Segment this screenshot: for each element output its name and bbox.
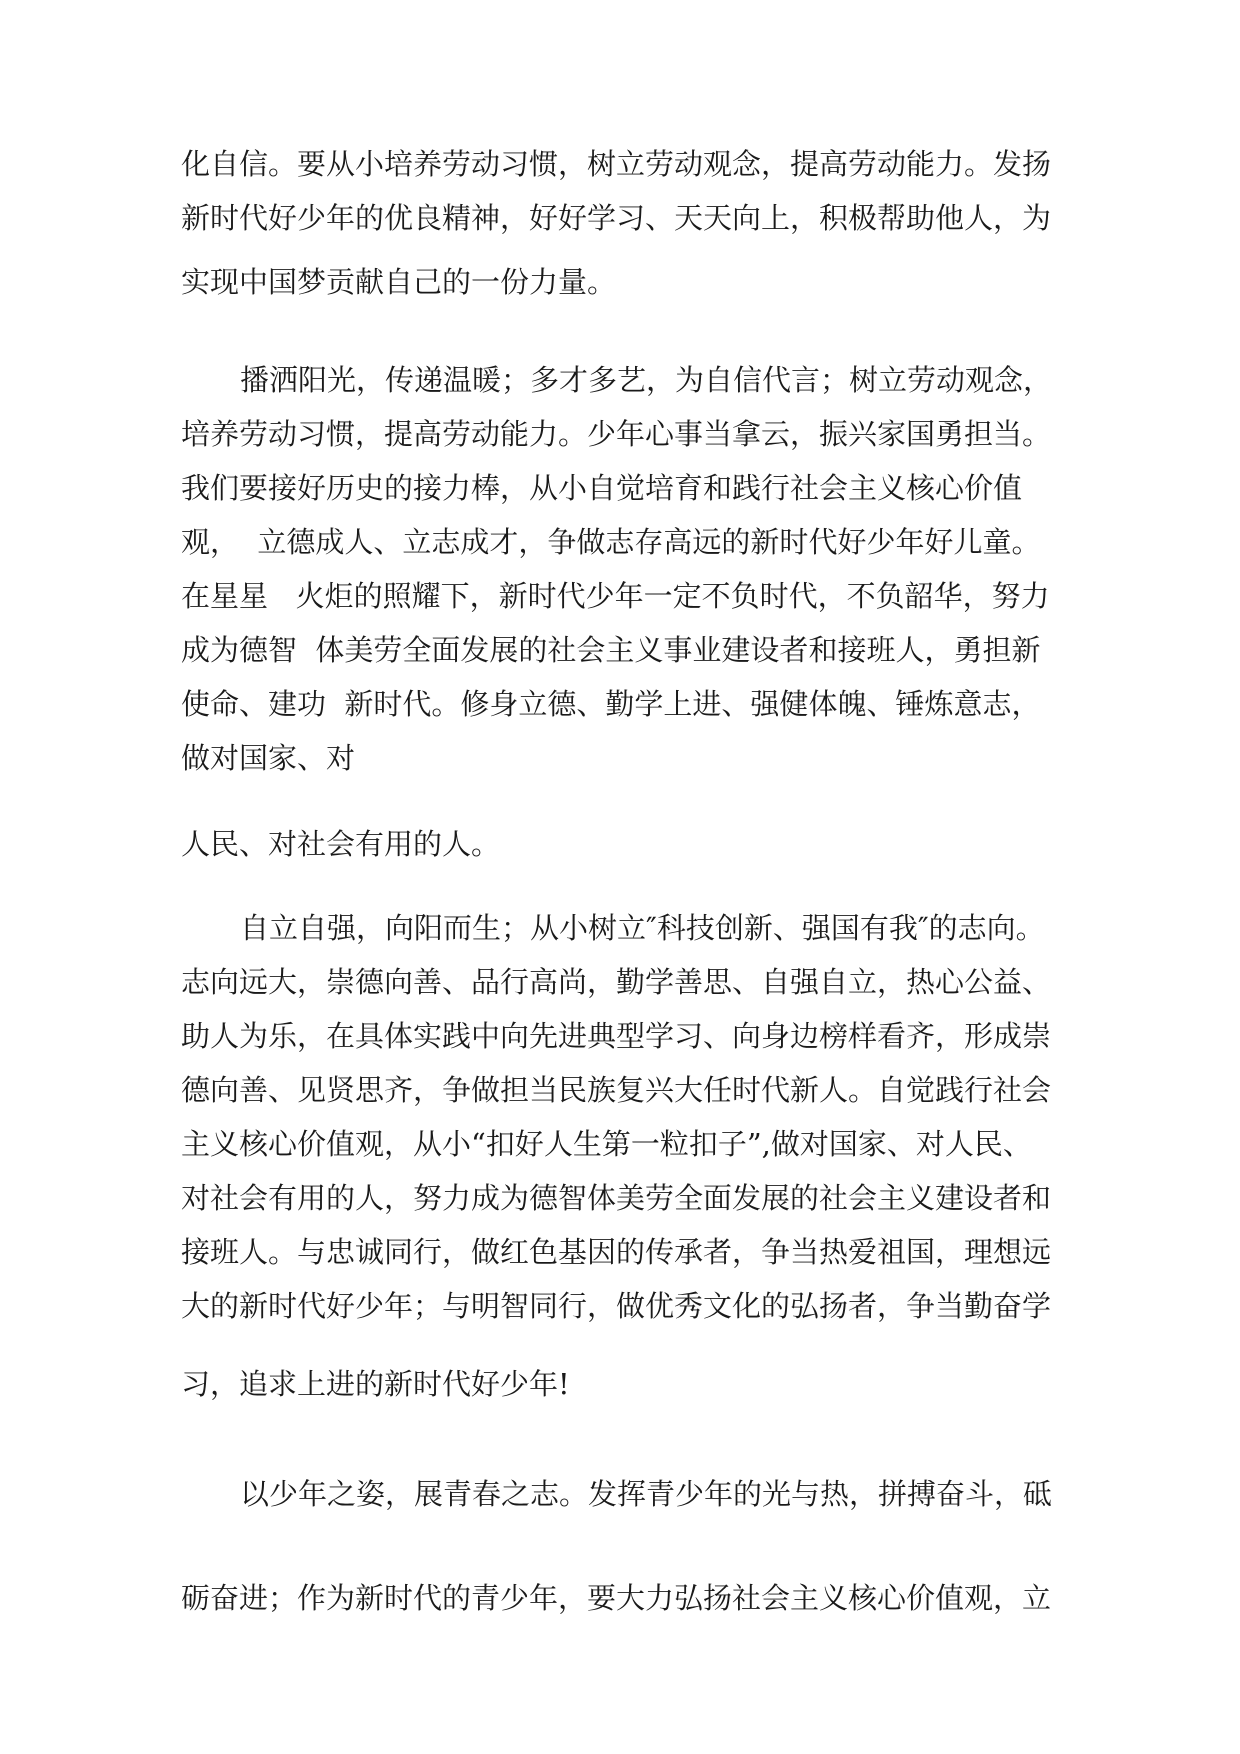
text-line: 自立自强，向阳而生；从小树立″科技创新、强国有我″的志向。 [240,911,1045,945]
text-line: 新时代好少年的优良精神，好好学习、天天向上，积极帮助他人，为 [181,201,1052,235]
text-line: 大的新时代好少年；与明智同行，做优秀文化的弘扬者，争当勤奋学 [181,1289,1052,1323]
text-line: 成为德智 体美劳全面发展的社会主义事业建设者和接班人，勇担新 [181,633,1041,667]
text-line: 接班人。与忠诚同行，做红色基因的传承者，争当热爱祖国，理想远 [181,1235,1052,1269]
text-line: 以少年之姿，展青春之志。发挥青少年的光与热，拼搏奋斗，砥 [240,1477,1053,1511]
text-line: 做对国家、对 [181,741,356,775]
text-line: 主义核心价值观，从小“扣好人生第一粒扣子”,做对国家、对人民、 [181,1127,1032,1161]
text-line: 我们要接好历史的接力棒，从小自觉培育和践行社会主义核心价值 [181,471,1023,505]
text-line: 人民、对社会有用的人。 [181,827,501,861]
text-line: 志向远大，崇德向善、品行高尚，勤学善思、自强自立，热心公益、 [181,965,1052,999]
text-line: 砺奋进；作为新时代的青少年，要大力弘扬社会主义核心价值观，立 [181,1581,1052,1615]
text-line: 培养劳动习惯，提高劳动能力。少年心事当拿云，振兴家国勇担当。 [181,417,1052,451]
text-line: 习，追求上进的新时代好少年! [181,1367,570,1401]
text-line: 使命、建功 新时代。修身立德、勤学上进、强健体魄、锤炼意志， [181,687,1041,721]
text-line: 对社会有用的人，努力成为德智体美劳全面发展的社会主义建设者和 [181,1181,1052,1215]
text-line: 播洒阳光，传递温暖；多才多艺，为自信代言；树立劳动观念， [240,363,1053,397]
text-line: 在星星 火炬的照耀下，新时代少年一定不负时代，不负韶华，努力 [181,579,1050,613]
text-line: 助人为乐，在具体实践中向先进典型学习、向身边榜样看齐，形成崇 [181,1019,1052,1053]
text-line: 观， 立德成人、立志成才，争做志存高远的新时代好少年好儿童。 [181,525,1041,559]
text-line: 德向善、见贤思齐，争做担当民族复兴大任时代新人。自觉践行社会 [181,1073,1052,1107]
text-line: 化自信。要从小培养劳动习惯，树立劳动观念，提高劳动能力。发扬 [181,147,1052,181]
text-line: 实现中国梦贡献自己的一份力量。 [181,265,617,299]
